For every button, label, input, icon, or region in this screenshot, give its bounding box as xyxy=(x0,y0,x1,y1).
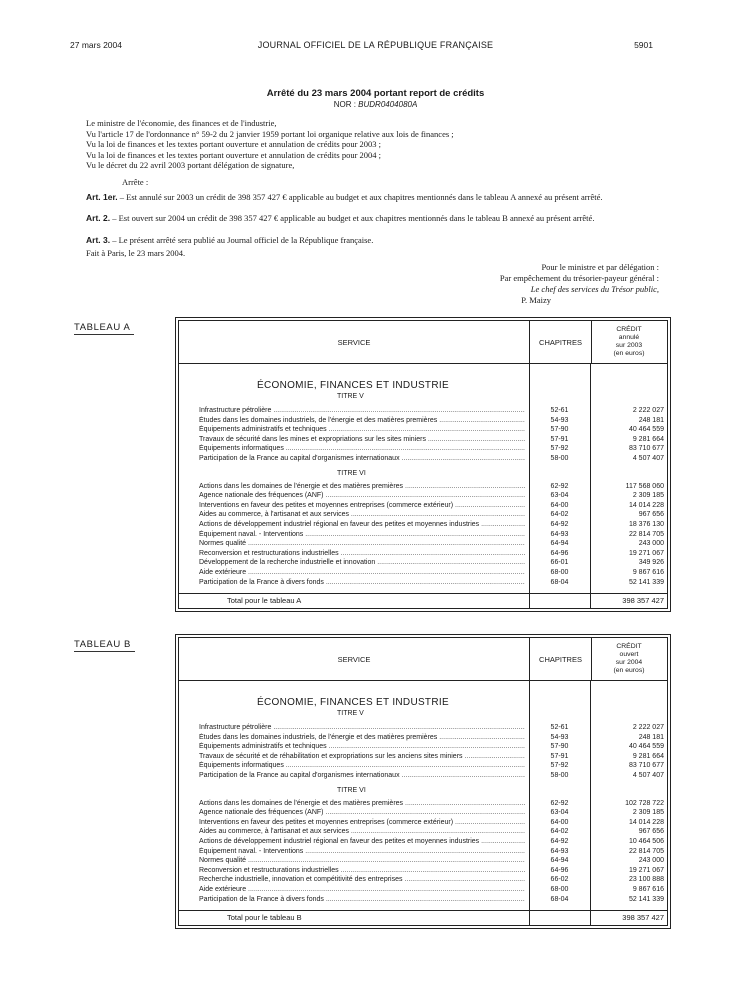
row-credit-value: 52 141 339 xyxy=(628,895,664,903)
row-credit-value: 4 507 407 xyxy=(632,454,664,462)
row-chapitre: 64-00 xyxy=(550,501,569,509)
preamble-line: Vu la loi de finances et les textes portant ouverture et annulation de crédits pour 2004 ; xyxy=(86,149,382,160)
row-credit-value: 967 656 xyxy=(638,828,664,836)
row-chapitre: 52-61 xyxy=(550,407,569,414)
table-row xyxy=(179,885,667,895)
row-label: Participation de la France à divers fonds ..... xyxy=(199,895,525,905)
row-label: Actions de développement industriel régional en faveur des petites et moyennes industries ..... xyxy=(199,837,525,847)
col-credit-header: CRÉDIT ouvert sur 2004 (en euros) xyxy=(613,643,645,674)
table-body xyxy=(179,681,667,910)
row-chapitre: 66-02 xyxy=(550,876,569,884)
row-label: Reconversion et restructurations industrielles ..... xyxy=(199,866,525,876)
article-2 xyxy=(86,213,666,224)
row-label: Équipements administratifs et techniques ..... xyxy=(199,425,525,435)
row-chapitre: 62-92 xyxy=(550,482,569,490)
row-label: Participation de la France à divers fonds ..... xyxy=(199,578,525,588)
row-credit-value: 967 656 xyxy=(638,511,664,519)
row-chapitre: 62-92 xyxy=(550,799,569,807)
row-chapitre: 64-93 xyxy=(550,530,569,538)
row-credit-value: 23 100 888 xyxy=(628,876,664,884)
row-credit-value: 349 926 xyxy=(638,559,664,567)
table-row xyxy=(179,827,667,837)
row-credit-value: 40 464 559 xyxy=(628,426,664,434)
row-chapitre: 57-90 xyxy=(550,743,569,751)
row-credit-value: 2 309 185 xyxy=(632,492,664,500)
article-number: Art. 3. xyxy=(86,235,111,245)
article-number: Art. 1er. xyxy=(86,192,118,202)
decree-nor xyxy=(0,100,751,109)
table-row xyxy=(179,444,667,454)
signature-line: Pour le ministre et par délégation : xyxy=(541,262,659,272)
header-page-number: 5901 xyxy=(634,40,653,50)
row-label: Reconversion et restructurations industrielles ..... xyxy=(199,549,525,559)
signatory-name: P. Maizy xyxy=(521,295,551,305)
row-credit-value: 14 014 228 xyxy=(628,818,664,826)
article-1 xyxy=(86,192,666,203)
row-label: Participation de la France au capital d'organismes internationaux ..... xyxy=(199,771,525,781)
row-chapitre: 68-04 xyxy=(550,578,569,586)
table-row xyxy=(179,742,667,752)
header-journal: JOURNAL OFFICIEL DE LA RÉPUBLIQUE FRANÇAISE xyxy=(257,40,494,50)
table-header xyxy=(179,321,667,364)
row-credit-value: 18 376 130 xyxy=(628,520,664,528)
table-header xyxy=(179,638,667,681)
row-label: Études dans les domaines industriels, de l'énergie et des matières premières ..... xyxy=(199,416,525,426)
row-label: Recherche industrielle, innovation et compétitivité des entreprises ..... xyxy=(199,875,525,885)
row-chapitre: 64-96 xyxy=(550,549,569,557)
row-chapitre: 63-04 xyxy=(550,809,569,817)
row-label: Aides au commerce, à l'artisanat et aux services ..... xyxy=(199,510,525,520)
row-label: Travaux de sécurité et de réhabilitation et expropriations sur les anciens sites miniers ..... xyxy=(199,752,525,762)
table-body xyxy=(179,364,667,593)
row-chapitre: 66-01 xyxy=(550,559,569,567)
row-label: Infrastructure pétrolière ..... xyxy=(199,723,525,733)
tableau-b xyxy=(178,637,668,926)
row-chapitre: 58-00 xyxy=(550,771,569,779)
titre-heading: TITRE VI xyxy=(337,469,366,477)
table-row xyxy=(179,808,667,818)
row-label: Infrastructure pétrolière ..... xyxy=(199,406,525,416)
row-credit-value: 10 464 506 xyxy=(628,837,664,845)
preamble-line: Vu le décret du 22 avril 2003 portant délégation de signature, xyxy=(86,160,295,170)
row-label: Normes qualité ..... xyxy=(199,856,525,866)
table-row xyxy=(179,875,667,885)
table-row xyxy=(179,895,667,905)
row-label: Aide extérieure ..... xyxy=(199,568,525,578)
row-credit-value: 4 507 407 xyxy=(632,771,664,779)
row-credit-value: 22 814 705 xyxy=(628,530,664,538)
total-label: Total pour le tableau A xyxy=(227,596,302,606)
table-row xyxy=(179,799,667,809)
row-label: Études dans les domaines industriels, de l'énergie et des matières premières ..... xyxy=(199,733,525,743)
article-number: Art. 2. xyxy=(86,213,111,223)
article-text: – Est annulé sur 2003 un crédit de 398 357 427 € applicable au budget et aux chapitres mentionnés dans le tableau A annexé au présent arrêté. xyxy=(119,192,603,202)
row-chapitre: 64-02 xyxy=(550,828,569,836)
row-chapitre: 68-04 xyxy=(550,895,569,903)
row-credit-value: 9 281 664 xyxy=(632,752,664,760)
row-chapitre: 64-00 xyxy=(550,818,569,826)
row-label: Équipements informatiques ..... xyxy=(199,761,525,771)
row-credit-value: 243 000 xyxy=(638,857,664,865)
table-row xyxy=(179,578,667,588)
row-credit-value: 102 728 722 xyxy=(625,799,664,807)
total-value: 398 357 427 xyxy=(622,913,664,923)
table-row xyxy=(179,549,667,559)
row-credit-value: 83 710 677 xyxy=(628,762,664,770)
row-chapitre: 64-02 xyxy=(550,511,569,519)
table-row xyxy=(179,501,667,511)
row-label: Normes qualité ..... xyxy=(199,539,525,549)
table-row xyxy=(179,454,667,464)
row-credit-value: 2 309 185 xyxy=(632,809,664,817)
row-label: Interventions en faveur des petites et moyennes entreprises (commerce extérieur) ..... xyxy=(199,818,525,828)
row-chapitre: 63-04 xyxy=(550,492,569,500)
row-label: Équipement naval. - Interventions ..... xyxy=(199,530,525,540)
table-row xyxy=(179,510,667,520)
preamble-line: Le ministre de l'économie, des finances et de l'industrie, xyxy=(86,118,277,128)
row-credit-value: 19 271 067 xyxy=(628,866,664,874)
col-credit-header: CRÉDIT annulé sur 2003 (en euros) xyxy=(613,326,645,357)
table-row xyxy=(179,856,667,866)
row-label: Équipements administratifs et techniques ..... xyxy=(199,742,525,752)
table-row xyxy=(179,837,667,847)
article-text: – Est ouvert sur 2004 un crédit de 398 357 427 € applicable au budget et aux chapitres mentionnés dans le tableau B annexé au présent arrêté. xyxy=(112,213,595,223)
row-label: Aide extérieure ..... xyxy=(199,885,525,895)
row-chapitre: 57-91 xyxy=(550,435,569,443)
row-credit-value: 117 568 060 xyxy=(625,482,664,490)
row-label: Actions de développement industriel régional en faveur des petites et moyennes industries ..... xyxy=(199,520,525,530)
row-chapitre: 68-00 xyxy=(550,568,569,576)
row-chapitre: 64-93 xyxy=(550,847,569,855)
row-label: Actions dans les domaines de l'énergie et des matières premières ..... xyxy=(199,799,525,809)
article-text: – Le présent arrêté sera publié au Journal officiel de la République française. xyxy=(112,235,374,245)
table-row xyxy=(179,771,667,781)
table-row xyxy=(179,530,667,540)
table-row xyxy=(179,568,667,578)
row-credit-value: 40 464 559 xyxy=(628,743,664,751)
tableau-b-label: TABLEAU B xyxy=(74,639,131,650)
table-row xyxy=(179,761,667,771)
row-label: Équipement naval. - Interventions ..... xyxy=(199,847,525,857)
row-chapitre: 64-94 xyxy=(550,857,569,865)
total-value: 398 357 427 xyxy=(622,596,664,606)
row-chapitre: 64-94 xyxy=(550,540,569,548)
table-row xyxy=(179,558,667,568)
row-credit-value: 9 867 616 xyxy=(632,568,664,576)
row-label: Aides au commerce, à l'artisanat et aux services ..... xyxy=(199,827,525,837)
row-label: Agence nationale des fréquences (ANF) ..... xyxy=(199,808,525,818)
signature-line: Par empêchement du trésorier-payeur général : xyxy=(499,273,659,283)
row-chapitre: 54-93 xyxy=(550,416,569,424)
preamble-line: Vu l'article 17 de l'ordonnance n° 59-2 du 2 janvier 1959 portant loi organique relative aux lois de finances ; xyxy=(86,128,454,139)
row-credit-value: 248 181 xyxy=(638,416,664,424)
table-row xyxy=(179,752,667,762)
table-row xyxy=(179,406,667,416)
row-label: Équipements informatiques ..... xyxy=(199,444,525,454)
row-credit-value: 52 141 339 xyxy=(628,578,664,586)
col-chapitres-header: CHAPITRES xyxy=(529,638,592,680)
row-label: Participation de la France au capital d'organismes internationaux ..... xyxy=(199,454,525,464)
row-label: Travaux de sécurité dans les mines et expropriations sur les sites miniers ..... xyxy=(199,435,525,445)
row-credit-value: 9 281 664 xyxy=(632,435,664,443)
decree-title: Arrêté du 23 mars 2004 portant report de crédits xyxy=(266,88,485,99)
row-credit-value: 2 222 027 xyxy=(632,724,664,731)
tableau-a xyxy=(178,320,668,609)
table-row xyxy=(179,723,667,733)
table-row xyxy=(179,733,667,743)
table-row xyxy=(179,482,667,492)
arrete-line: Arrête : xyxy=(122,177,149,187)
row-credit-value: 2 222 027 xyxy=(632,407,664,414)
col-chapitres-header: CHAPITRES xyxy=(529,321,592,363)
row-credit-value: 19 271 067 xyxy=(628,549,664,557)
section-title: ÉCONOMIE, FINANCES ET INDUSTRIE xyxy=(257,697,449,708)
table-row xyxy=(179,847,667,857)
signature-line: Le chef des services du Trésor public, xyxy=(530,284,659,294)
table-row xyxy=(179,520,667,530)
table-row xyxy=(179,435,667,445)
row-credit-value: 14 014 228 xyxy=(628,501,664,509)
row-credit-value: 248 181 xyxy=(638,733,664,741)
preamble-line: Vu la loi de finances et les textes portant ouverture et annulation de crédits pour 2003 ; xyxy=(86,139,382,149)
row-credit-value: 83 710 677 xyxy=(628,445,664,453)
nor-label: NOR : xyxy=(333,100,356,109)
row-chapitre: 68-00 xyxy=(550,885,569,893)
row-label: Interventions en faveur des petites et moyennes entreprises (commerce extérieur) ..... xyxy=(199,501,525,511)
table-row xyxy=(179,491,667,501)
row-label: Agence nationale des fréquences (ANF) ..... xyxy=(199,491,525,501)
row-credit-value: 243 000 xyxy=(638,540,664,548)
row-chapitre: 57-90 xyxy=(550,426,569,434)
table-total-row xyxy=(179,910,667,925)
row-chapitre: 58-00 xyxy=(550,454,569,462)
row-label: Développement de la recherche industrielle et innovation ..... xyxy=(199,558,525,568)
fait-line: Fait à Paris, le 23 mars 2004. xyxy=(86,248,186,258)
article-3 xyxy=(86,235,666,246)
total-label: Total pour le tableau B xyxy=(227,913,302,923)
titre-heading: TITRE VI xyxy=(337,786,366,794)
titre-heading: TITRE V xyxy=(337,393,364,400)
tableau-a-label: TABLEAU A xyxy=(74,322,131,333)
row-chapitre: 64-92 xyxy=(550,520,569,528)
header-date: 27 mars 2004 xyxy=(70,40,122,50)
row-credit-value: 9 867 616 xyxy=(632,885,664,893)
row-chapitre: 57-92 xyxy=(550,762,569,770)
table-row xyxy=(179,539,667,549)
row-label: Actions dans les domaines de l'énergie et des matières premières ..... xyxy=(199,482,525,492)
nor-code: BUDR0404080A xyxy=(358,100,418,109)
row-chapitre: 64-96 xyxy=(550,866,569,874)
table-total-row xyxy=(179,593,667,608)
row-chapitre: 57-91 xyxy=(550,752,569,760)
row-credit-value: 22 814 705 xyxy=(628,847,664,855)
table-row xyxy=(179,416,667,426)
row-chapitre: 52-61 xyxy=(550,724,569,731)
col-service-header: SERVICE xyxy=(337,337,371,347)
row-chapitre: 57-92 xyxy=(550,445,569,453)
row-chapitre: 64-92 xyxy=(550,837,569,845)
table-row xyxy=(179,425,667,435)
table-row xyxy=(179,866,667,876)
table-row xyxy=(179,818,667,828)
row-chapitre: 54-93 xyxy=(550,733,569,741)
col-service-header: SERVICE xyxy=(337,654,371,664)
titre-heading: TITRE V xyxy=(337,710,364,717)
section-title: ÉCONOMIE, FINANCES ET INDUSTRIE xyxy=(257,380,449,391)
